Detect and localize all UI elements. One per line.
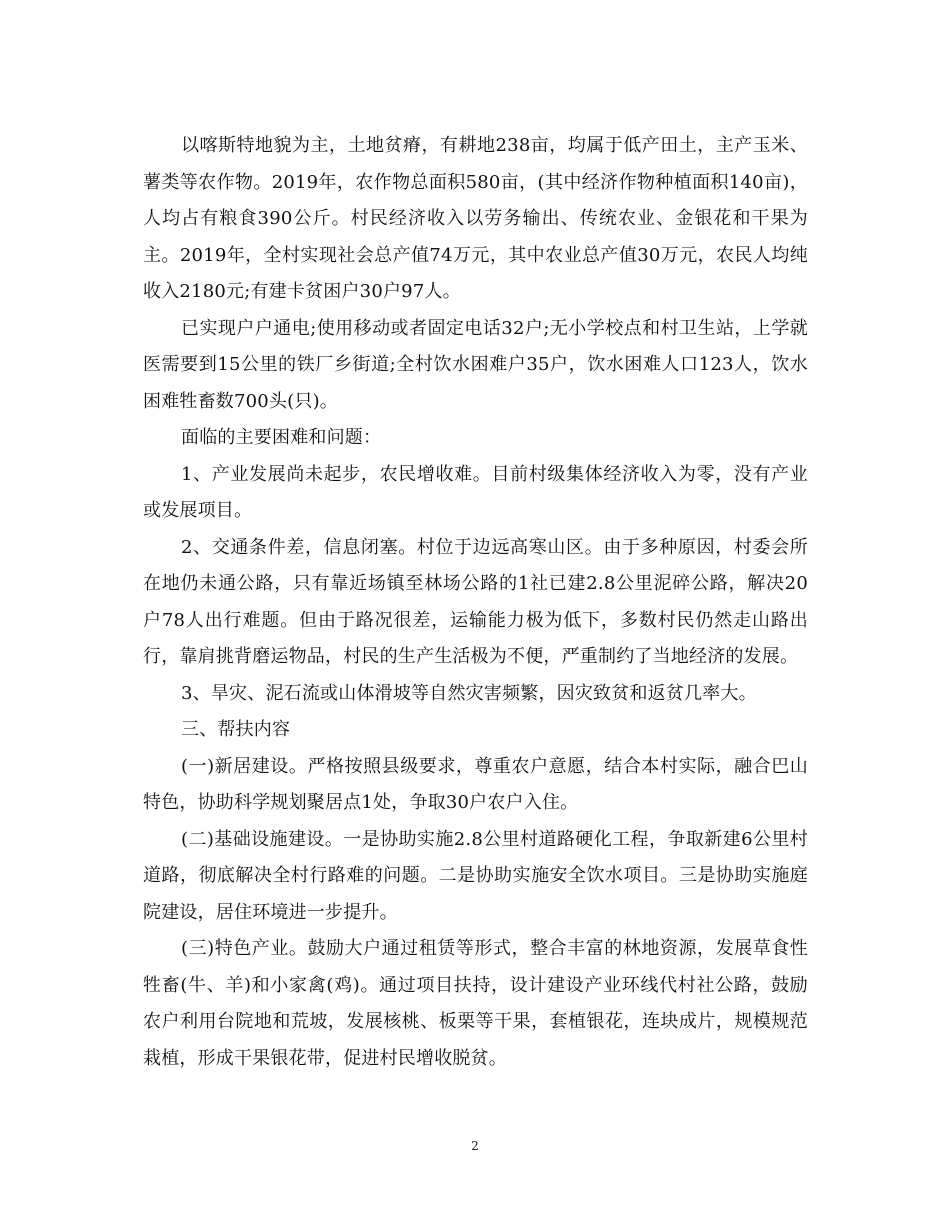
paragraph-difficulty-industry: 1、产业发展尚未起步，农民增收难。目前村级集体经济收入为零，没有产业或发展项目。 xyxy=(143,463,808,521)
paragraph-characteristic-industry: (三)特色产业。鼓励大户通过租赁等形式，整合丰富的林地资源，发展草食性牲畜(牛、羊)和小家禽(鸡)。通过项目扶持，设计建设产业环线代村社公路，鼓励农户利用台院地和荒坡，发展核桃、板栗等干果，套植银花，连块成片，规模规范栽植，形成干果银花带，促进村民增收脱贫。 xyxy=(143,938,808,1069)
paragraph-infrastructure-construction: (二)基础设施建设。一是协助实施2.8公里村道路硬化工程，争取新建6公里村道路，彻底解决全村行路难的问题。二是协助实施安全饮水项目。三是协助实施庭院建设，居住环境进一步提升。 xyxy=(143,828,808,923)
paragraph-difficulty-disasters: 3、旱灾、泥石流或山体滑坡等自然灾害频繁，因灾致贫和返贫几率大。 xyxy=(181,682,757,704)
paragraph-infrastructure-status: 已实现户户通电;使用移动或者固定电话32户;无小学校点和村卫生站，上学就医需要到15公里的铁厂乡街道;全村饮水困难户35户，饮水困难人口123人，饮水困难牲畜数700头(只)。 xyxy=(143,317,808,412)
body-text xyxy=(143,128,808,1077)
paragraph-difficulty-transport: 2、交通条件差，信息闭塞。村位于边远高寒山区。由于多种原因，村委会所在地仍未通公路，只有靠近场镇至林场公路的1社已建2.8公里泥碎公路，解决20 户78人出行难题。但由于路况很差，运输能力极为低下，多数村民仍然走山路出行，靠肩挑背磨运物品，村民的生产生活极为不便，严重制约了当地经济的发展。 xyxy=(143,536,808,667)
section-heading-assistance: 三、帮扶内容 xyxy=(181,719,291,740)
paragraph-difficulties-heading: 面临的主要困难和问题： xyxy=(181,427,382,448)
page-number: 2 xyxy=(471,1139,479,1153)
paragraph-terrain-economy: 以喀斯特地貌为主，土地贫瘠，有耕地238亩，均属于低产田土，主产玉米、薯类等农作物。2019年，农作物总面积580亩，(其中经济作物种植面积140亩)，人均占有粮食390公斤。村民经济收入以劳务输出、传统农业、金银花和干果为主。2019年，全村实现社会总产值74万元，其中农业总产值30万元，农民人均纯收入2180元;有建卡贫困户30户97人。 xyxy=(143,135,808,302)
paragraph-new-housing: (一)新居建设。严格按照县级要求，尊重农户意愿，结合本村实际，融合巴山特色，协助科学规划聚居点1处，争取30户农户入住。 xyxy=(143,755,808,813)
